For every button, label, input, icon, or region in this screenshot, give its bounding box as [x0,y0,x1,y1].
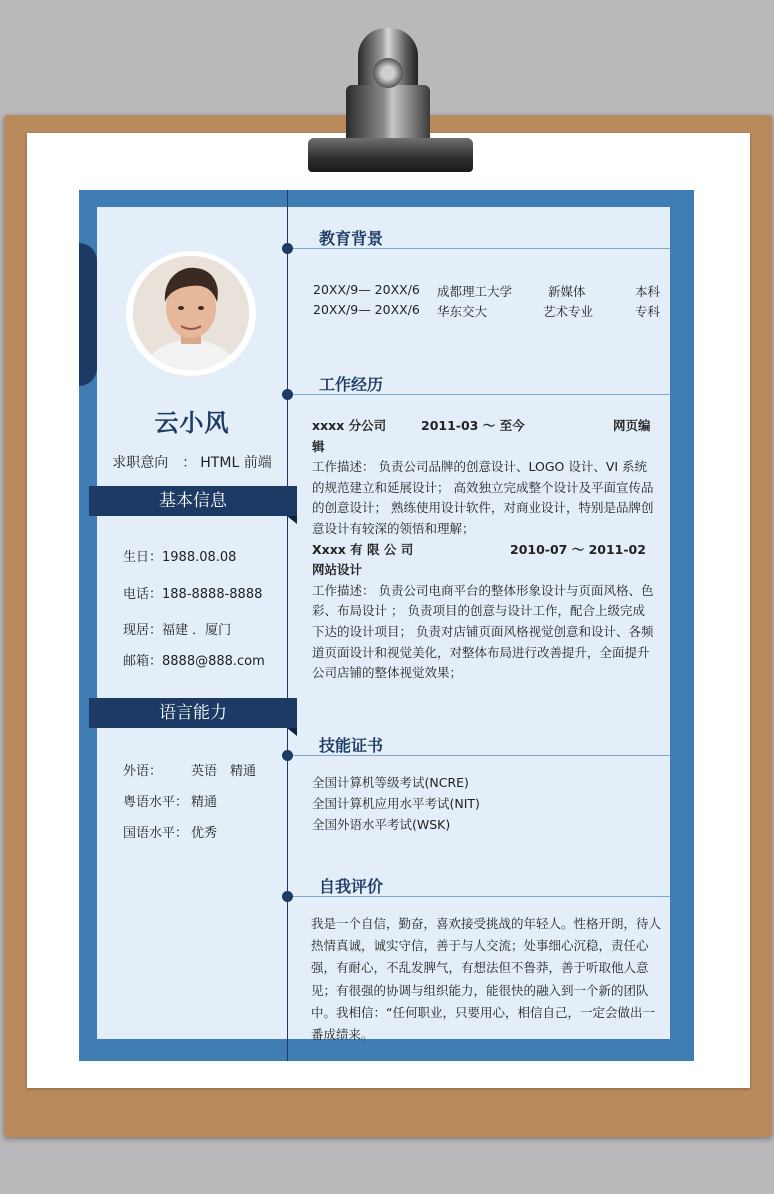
edu-major: 艺术专业 [543,304,594,319]
job-header [312,540,654,561]
self-eval-text: 我是一个自信，勤奋，喜欢接受挑战的年轻人。性格开朗，待人热情真诚，诚实守信，善于与人交流；处事细心沉稳，责任心强，有耐心，不乱发脾气，有想法但不鲁莽，善于听取他人意见；有很强的协调与组织能力，能很快的融入到一个新的团队中。我相信：“任何职业，只要用心，相信自己，一定会做出一番成绩来。 [311,916,662,1043]
binder-clip-plate [346,85,430,145]
job-dates: 2011-03 ～ 至今 [421,418,525,433]
job-intent-colon: ： [182,455,197,471]
language-heading: 语言能力 [89,698,297,728]
language-label: 外语： [123,764,163,779]
language-value: 优秀 [191,826,218,841]
language-label: 粤语水平： [123,795,189,810]
info-birth: 生日：1988.08.08 [123,550,237,565]
edu-period: 20XX/9— 20XX/6 [313,282,420,297]
job-intent [97,452,287,472]
skills-rule [288,755,670,756]
timeline-dot [282,750,293,761]
info-residence: 现居：福建 ．厦门 [123,623,232,638]
job-position: 网站设计 [312,562,363,578]
binder-clip-base [308,138,473,172]
avatar [133,256,249,370]
self-eval-rule [288,896,670,897]
job-description: 工作描述： 负责公司品牌的创意设计、LOGO 设计、VI 系统的规范建立和延展设计； 高效独立完成整个设计及平面宣传品的创意设计； 熟练使用设计软件，对商业设计，特别是品牌创意设计有较深的领悟和理解； [312,459,654,536]
job-company: xxxx 分公司 [312,418,387,433]
edu-school: 华东交大 [437,304,488,319]
basic-info-heading: 基本信息 [89,486,297,516]
binder-clip-hole [373,58,403,88]
timeline-dot [282,891,293,902]
skills-heading: 技能证书 [319,736,384,755]
work-rule [288,394,670,395]
job-header [312,416,654,437]
info-email: 邮箱：8888@888.com [123,654,265,669]
job-position: 网页编 [613,418,651,433]
job-company: Xxxx 有 限 公 司 [312,541,414,557]
timeline-dot [282,389,293,400]
language-value: 英语 精通 [191,764,257,779]
job-intent-value: HTML 前端 [200,455,272,471]
edu-school: 成都理工大学 [437,284,513,299]
work-content [312,416,654,684]
education-heading: 教育背景 [319,229,384,248]
self-eval-heading: 自我评价 [319,877,384,896]
language-label: 国语水平： [123,826,189,841]
candidate-name: 云小风 [154,409,230,437]
education-row [313,282,663,300]
job-position-cont: 辑 [312,438,325,454]
edu-major: 新媒体 [548,284,586,299]
language-row [123,760,257,779]
job-dates: 2010-07 ～ 2011-02 [510,541,646,557]
language-row [123,791,218,810]
skill-item: 全国计算机应用水平考试(NIT) [312,796,480,811]
language-row [123,822,218,841]
edu-degree: 专科 [635,304,661,319]
edu-period: 20XX/9— 20XX/6 [313,302,420,317]
timeline-dot [282,243,293,254]
education-row [313,302,663,320]
language-value: 精通 [191,795,218,810]
job-description: 工作描述： 负责公司电商平台的整体形象设计与页面风格、色彩、布局设计 ； 负责项目的创意与设计工作，配合上级完成下达的设计项目； 负责对店铺页面风格视觉创意和设计、各频道页面设计和视觉美化，对整体布局进行改善提升，全面提升公司店铺的整体视觉效果； [312,582,654,681]
job-intent-label: 求职意向 [112,455,169,471]
education-rule [288,248,670,249]
skills-list [312,772,654,835]
skill-item: 全国外语水平考试(WSK) [312,817,451,832]
avatar-photo-icon [133,256,249,370]
edu-degree: 本科 [635,284,661,299]
skill-item: 全国计算机等级考试(NCRE) [312,775,469,790]
decorative-half-circle [79,243,97,386]
timeline-divider [287,190,288,1061]
work-heading: 工作经历 [319,375,384,394]
info-phone: 电话：188-8888-8888 [123,587,263,602]
